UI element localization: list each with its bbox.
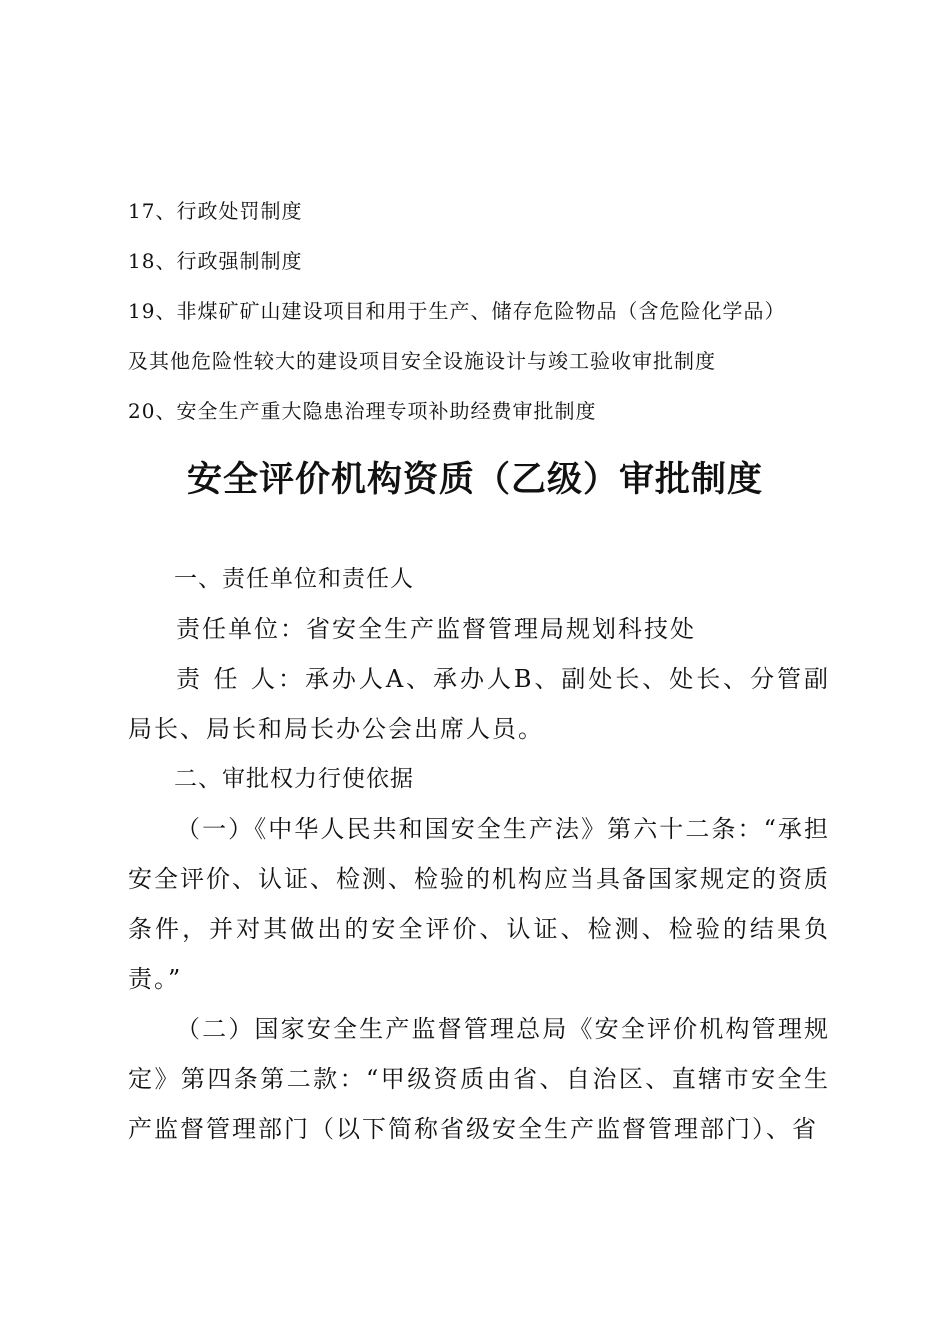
list-item: 19、非煤矿矿山建设项目和用于生产、储存危险物品（含危险化学品）: [128, 299, 786, 323]
document-body: [128, 554, 830, 1154]
responsible-unit-paragraph: 责任单位：省安全生产监督管理局规划科技处: [176, 615, 696, 643]
regulation-list: [128, 186, 828, 436]
document-title: 安全评价机构资质（乙级）审批制度: [186, 460, 763, 500]
basis-paragraph: （一）《中华人民共和国安全生产法》第六十二条：“承担安全评价、认证、检测、检验的机构应当具备国家规定的资质条件，并对其做出的安全评价、认证、检测、检验的结果负责。”: [128, 815, 830, 993]
list-item: 17、行政处罚制度: [128, 199, 303, 223]
section-heading: 一、责任单位和责任人: [174, 566, 414, 592]
list-item: 18、行政强制制度: [128, 249, 303, 273]
section-heading: 二、审批权力行使依据: [174, 766, 414, 792]
list-item: 20、安全生产重大隐患治理专项补助经费审批制度: [128, 399, 597, 423]
basis-paragraph: （二）国家安全生产监督管理总局《安全评价机构管理规定》第四条第二款：“甲级资质由省、自治区、直辖市安全生产监督管理部门（以下简称省级安全生产监督管理部门）、省: [128, 1015, 830, 1143]
list-item: 及其他危险性较大的建设项目安全设施设计与竣工验收审批制度: [128, 349, 716, 373]
responsible-person-paragraph: 责 任 人：承办人A、承办人B、副处长、处长、分管副局长、局长和局长办公会出席人员。: [128, 665, 830, 743]
